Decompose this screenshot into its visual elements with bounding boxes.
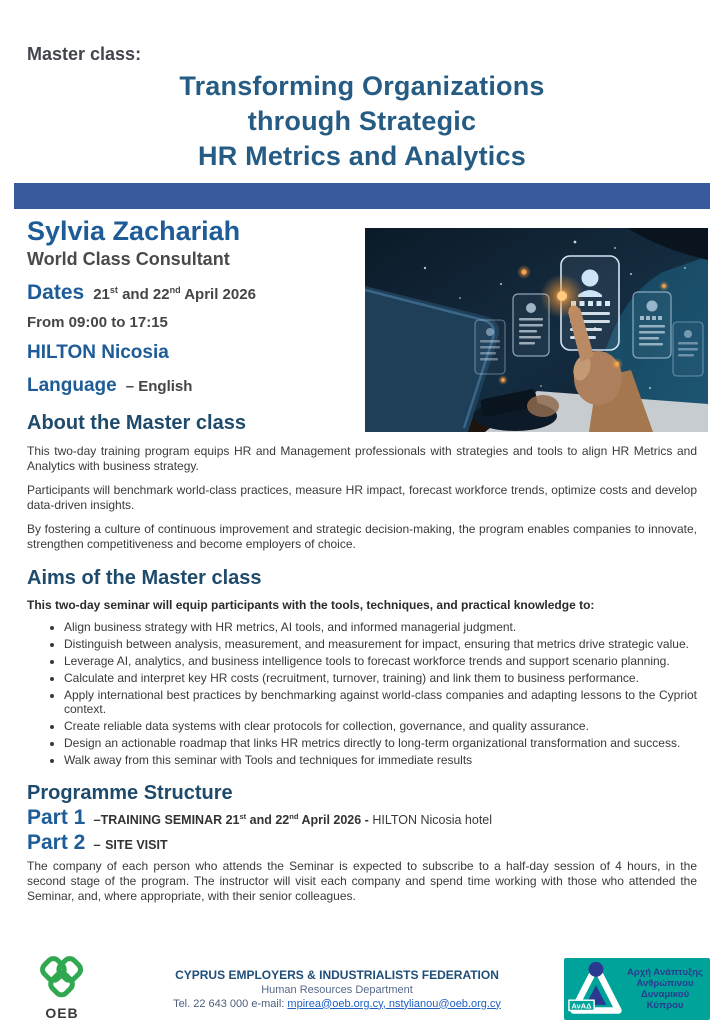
programme-section (0, 782, 724, 904)
part-1-line: Part 1 –TRAINING SEMINAR 21st and 22nd April 2026 - HILTON Nicosia hotel (27, 806, 493, 829)
accent-bar (14, 183, 710, 209)
dates-label: Dates (27, 281, 85, 304)
part-2-line: Part 2 – SITE VISIT (27, 831, 168, 854)
title-line-3: HR Metrics and Analytics (198, 141, 526, 171)
programme-heading: Programme Structure (27, 782, 233, 804)
aims-bullet: • Distinguish between analysis, measurement, and measurement for impact, ensuring that metrics drive strategic value. (64, 637, 697, 651)
oeb-logo (14, 956, 110, 1021)
anad-full-name: Αρχή Ανάπτυξης Ανθρώπινου Δυναμικού Κύπρου (627, 966, 703, 1011)
aims-bullet-list (27, 620, 697, 767)
part-2-label: Part 2 (27, 831, 86, 854)
programme-paragraph: The company of each person who attends the Seminar is expected to subscribe to a half-day session of 4 hours, in the second stage of the program. The instructor will visit each company and spend time working with those who attended the Seminar, and, where appropriate, with their senior colleagues. (27, 859, 697, 903)
aims-bullet: • Walk away from this seminar with Tools and techniques for immediate results (64, 753, 697, 767)
organization-name: CYPRUS EMPLOYERS & INDUSTRIALISTS FEDERATION (175, 967, 499, 982)
contact-line (110, 998, 564, 1010)
part-1-title: TRAINING SEMINAR 21st and 22nd April 2026 - (100, 811, 373, 827)
part-1-label: Part 1 (27, 806, 86, 829)
title-line-2: through Strategic (247, 106, 477, 136)
language-value: – English (125, 378, 193, 395)
dates-value: 21st and 22nd April 2026 (93, 285, 256, 303)
aims-section (0, 567, 724, 767)
hero-image (365, 228, 708, 432)
part-2-title: SITE VISIT (105, 838, 168, 852)
speaker-name: Sylvia Zachariah (27, 216, 241, 246)
about-paragraph: This two-day training program equips HR and Management professionals with strategies and tools to align HR Metrics and Analytics with business strategy. (27, 444, 697, 473)
anad-triangle-icon (568, 961, 624, 1017)
seminar-details (0, 209, 384, 397)
about-paragraph: By fostering a culture of continuous improvement and strategic decision-making, the program enables companies to innovate, strengthen competitiveness and become employers of choice. (27, 522, 697, 551)
time-range: From 09:00 to 17:15 (27, 314, 168, 331)
about-paragraph: Participants will benchmark world-class practices, measure HR impact, forecast workforce trends, optimize costs and develop data-driven insights. (27, 483, 697, 512)
aims-intro: This two-day seminar will equip participants with the tools, techniques, and practical knowledge to: (27, 598, 595, 612)
hr-technology-illustration (365, 228, 708, 432)
aims-heading: Aims of the Master class (27, 567, 262, 589)
part-1-venue: HILTON Nicosia hotel (372, 813, 493, 827)
title-line-1: Transforming Organizations (179, 71, 545, 101)
department-name: Human Resources Department (261, 983, 413, 996)
aims-bullet: • Design an actionable roadmap that links HR metrics directly to long-term organizational transformation and success. (64, 736, 697, 750)
page-title (0, 69, 724, 174)
aims-bullet: • Leverage AI, analytics, and business intelligence tools to forecast workforce trends and support scenario planning. (64, 654, 697, 668)
anad-abbr: ΑνΑΔ (571, 1001, 592, 1011)
dates-row (27, 281, 357, 305)
language-row (27, 375, 357, 397)
aims-bullet: • Align business strategy with HR metrics, AI tools, and informed managerial judgment. (64, 620, 697, 634)
about-section (0, 412, 724, 552)
email-links[interactable]: mpirea@oeb.org.cy, nstylianou@oeb.org.cy (287, 997, 501, 1010)
about-heading: About the Master class (27, 412, 246, 434)
anad-logo (564, 958, 710, 1020)
aims-bullet: • Create reliable data systems with clear protocols for collection, governance, and quality assurance. (64, 719, 697, 733)
speaker-role: World Class Consultant (27, 249, 230, 269)
footer (0, 956, 724, 1021)
aims-bullet: • Calculate and interpret key HR costs (recruitment, turnover, training) and link them to business performance. (64, 671, 697, 685)
footer-contact-block (110, 968, 564, 1010)
language-label: Language (27, 375, 117, 396)
oeb-label: OEB (45, 1005, 79, 1021)
tel-prefix: Tel. 22 643 000 e-mail: (173, 997, 288, 1010)
oeb-knot-icon (33, 956, 91, 1002)
aims-bullet: • Apply international best practices by benchmarking against world-class companies and adapting lessons to the Cypriot context. (64, 688, 697, 716)
eyebrow-label: Master class: (27, 44, 142, 64)
venue: HILTON Nicosia (27, 342, 169, 363)
